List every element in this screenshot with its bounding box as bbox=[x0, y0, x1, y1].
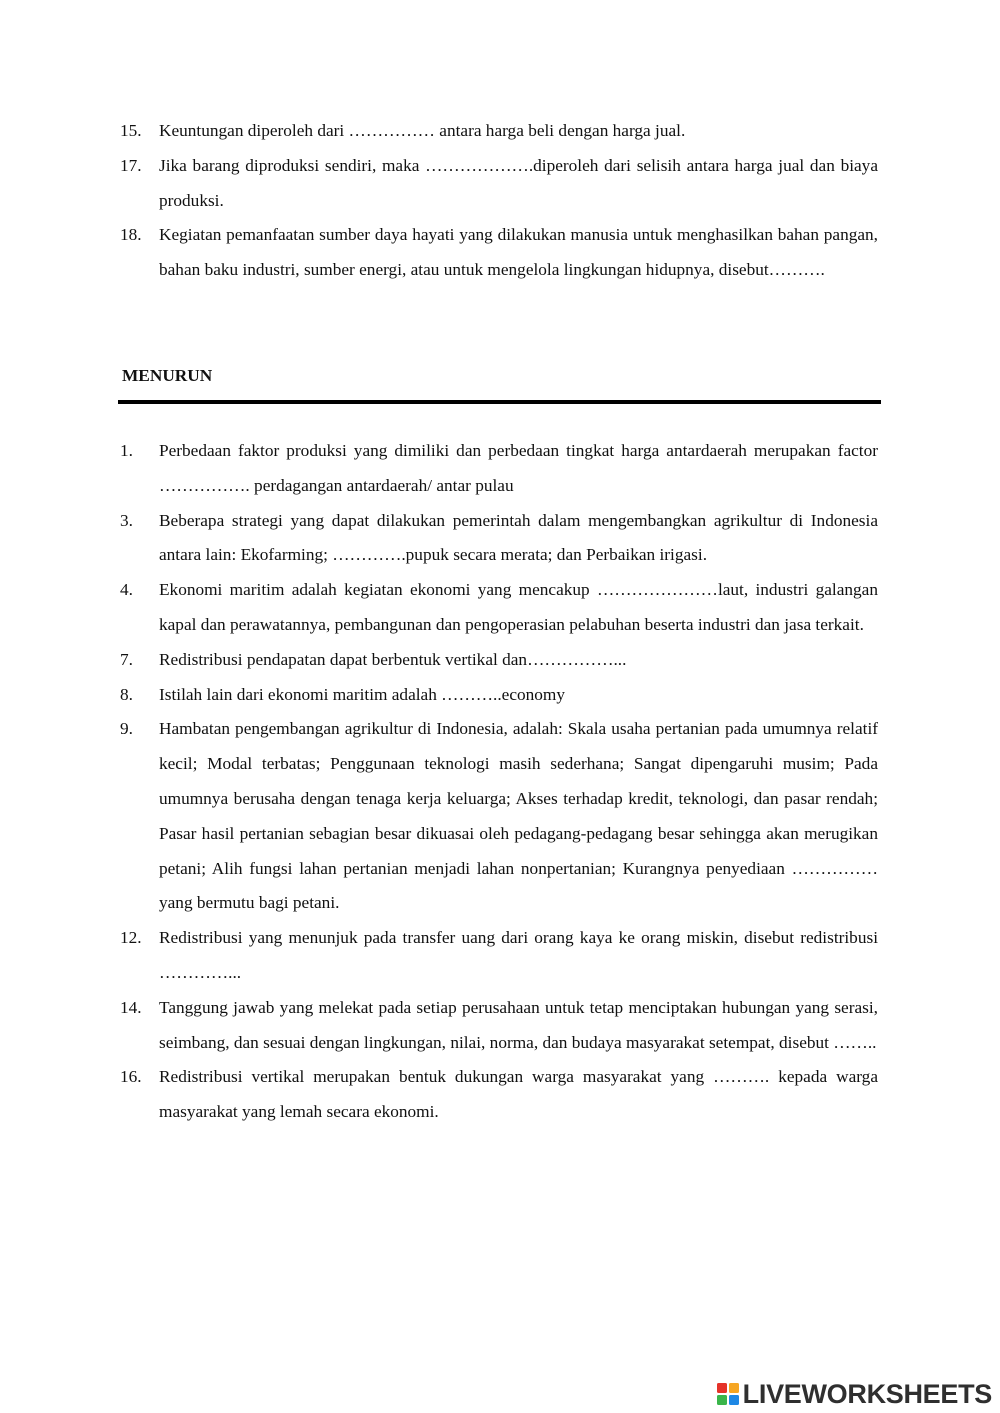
logo-square-2 bbox=[729, 1383, 739, 1393]
question-number: 16. bbox=[120, 1067, 142, 1087]
question-item bbox=[120, 991, 878, 1061]
question-item bbox=[120, 678, 878, 713]
question-item bbox=[120, 434, 878, 504]
section-heading: MENURUN bbox=[122, 366, 213, 385]
question-text: Ekonomi maritim adalah kegiatan ekonomi yang mencakup …………………laut, industri galangan kapal dan perawatannya, pembangunan dan pengoperasian pelabuhan beserta industri dan jasa terkait. bbox=[159, 580, 878, 634]
question-number: 18. bbox=[120, 225, 142, 245]
question-number: 7. bbox=[120, 649, 133, 669]
liveworksheets-logo-icon bbox=[717, 1383, 739, 1405]
question-item bbox=[120, 1060, 878, 1130]
question-number: 9. bbox=[120, 719, 133, 739]
logo-square-3 bbox=[717, 1395, 727, 1405]
question-text: Redistribusi vertikal merupakan bentuk dukungan warga masyarakat yang ………. kepada warga masyarakat yang lemah secara ekonomi. bbox=[159, 1067, 878, 1122]
question-item bbox=[120, 114, 878, 149]
question-number: 3. bbox=[120, 510, 133, 530]
question-text: Istilah lain dari ekonomi maritim adalah ………..economy bbox=[159, 684, 566, 704]
question-text: Redistribusi yang menunjuk pada transfer uang dari orang kaya ke orang miskin, disebut redistribusi …………... bbox=[159, 928, 878, 982]
question-item bbox=[120, 149, 878, 219]
liveworksheets-brand[interactable] bbox=[717, 1379, 992, 1409]
question-text: Beberapa strategi yang dapat dilakukan pemerintah dalam mengembangkan agrikultur di Indonesia antara lain: Ekofarming; ………….pupuk secara merata; dan Perbaikan irigasi. bbox=[159, 510, 878, 565]
question-number: 12. bbox=[120, 928, 142, 948]
question-item bbox=[120, 504, 878, 574]
question-text: Jika barang diproduksi sendiri, maka ……………….diperoleh dari selisih antara harga jual dan biaya produksi. bbox=[159, 155, 878, 210]
question-number: 8. bbox=[120, 684, 133, 704]
question-item bbox=[120, 921, 878, 991]
question-number: 14. bbox=[120, 997, 142, 1017]
question-item bbox=[120, 573, 878, 643]
question-text: Perbedaan faktor produksi yang dimiliki dan perbedaan tingkat harga antardaerah merupakan factor ……………. perdagangan antardaerah/ antar pulau bbox=[159, 441, 878, 495]
question-text: Tanggung jawab yang melekat pada setiap perusahaan untuk tetap menciptakan hubungan yang serasi, seimbang, dan sesuai dengan lingkungan, nilai, norma, dan budaya masyarakat setempat, disebut …….. bbox=[159, 997, 878, 1052]
question-item bbox=[120, 643, 878, 678]
question-number: 15. bbox=[120, 121, 142, 140]
section-divider bbox=[118, 400, 881, 404]
question-text: Kegiatan pemanfaatan sumber daya hayati yang dilakukan manusia untuk menghasilkan bahan pangan, bahan baku industri, sumber energi, atau untuk mengelola lingkungan hidupnya, disebut………. bbox=[159, 225, 878, 280]
question-text: Redistribusi pendapatan dapat berbentuk vertikal dan……………... bbox=[159, 649, 627, 669]
logo-square-1 bbox=[717, 1383, 727, 1393]
logo-square-4 bbox=[729, 1395, 739, 1405]
question-item bbox=[120, 218, 878, 288]
question-number: 17. bbox=[120, 155, 142, 175]
question-item bbox=[120, 712, 878, 921]
mendatar-question-list bbox=[120, 114, 878, 288]
menurun-question-list bbox=[120, 434, 878, 1130]
question-number: 4. bbox=[120, 580, 133, 600]
brand-name: LIVEWORKSHEETS bbox=[742, 1379, 992, 1409]
question-text: Hambatan pengembangan agrikultur di Indonesia, adalah: Skala usaha pertanian pada umumnya relatif kecil; Modal terbatas; Penggunaan teknologi masih sederhana; Sangat dipengaruhi musim; Pada umumnya berusaha dengan tenaga kerja keluarga; Akses terhadap kredit, teknologi, dan pasar rendah; Pasar hasil pertanian sebagian besar dikuasai oleh pedagang-pedagang besar sehingga akan merugikan petani; Alih fungsi lahan pertanian menjadi lahan nonpertanian; Kurangnya penyediaan ……………yang bermutu bagi petani. bbox=[159, 719, 878, 913]
question-text: Keuntungan diperoleh dari …………… antara harga beli dengan harga jual. bbox=[159, 121, 686, 140]
question-number: 1. bbox=[120, 441, 133, 460]
